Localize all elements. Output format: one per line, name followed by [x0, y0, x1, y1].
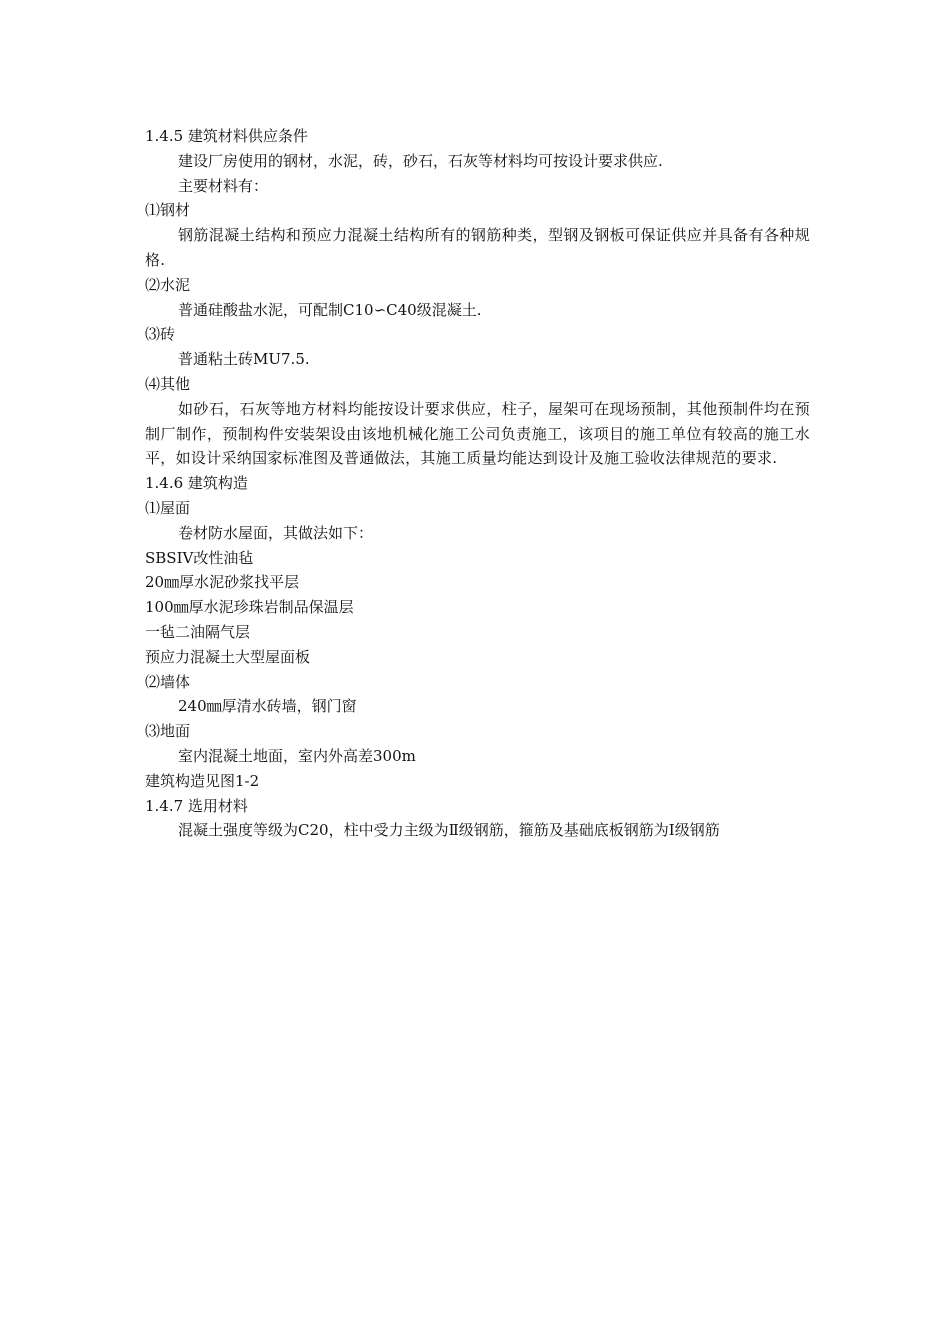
section-heading-1-4-7: 1.4.7 选用材料: [145, 796, 248, 815]
document-body: [145, 124, 810, 843]
roof-layer: 一毡二油隔气层: [145, 622, 251, 641]
roof-layer: 100㎜厚水泥珍珠岩制品保温层: [145, 598, 354, 617]
item-heading-steel: ⑴钢材: [145, 201, 191, 220]
paragraph-floor: 室内混凝土地面，室内外高差300m: [178, 746, 416, 765]
paragraph-wall: 240㎜厚清水砖墙，钢门窗: [178, 697, 357, 716]
paragraph-steel: 钢筋混凝土结构和预应力混凝土结构所有的钢筋种类，型钢及钢板可保证供应并具备有各种规格.: [145, 226, 810, 269]
item-heading-roof: ⑴屋面: [145, 498, 191, 517]
section-heading-1-4-6: 1.4.6 建筑构造: [145, 474, 248, 493]
paragraph-main-materials: 主要材料有：: [178, 176, 269, 195]
item-heading-floor: ⑶地面: [145, 722, 191, 741]
item-heading-cement: ⑵水泥: [145, 275, 191, 294]
roof-layer: SBSIV改性油毡: [145, 548, 254, 567]
paragraph-cement: 普通硅酸盐水泥，可配制C10∽C40级混凝土.: [178, 300, 482, 319]
paragraph-brick: 普通粘土砖MU7.5.: [178, 350, 310, 369]
roof-layer: 预应力混凝土大型屋面板: [145, 647, 311, 666]
paragraph-other: 如砂石，石灰等地方材料均能按设计要求供应，柱子，屋架可在现场预制，其他预制件均在预制厂制作，预制构件安装架设由该地机械化施工公司负责施工，该项目的施工单位有较高的施工水平，如设计采纳国家标准图及普通做法，其施工质量均能达到设计及施工验收法律规范的要求.: [145, 399, 810, 468]
item-heading-wall: ⑵墙体: [145, 672, 191, 691]
roof-layer: 20㎜厚水泥砂浆找平层: [145, 573, 300, 592]
paragraph-materials-selection: 混凝土强度等级为C20，柱中受力主级为Ⅱ级钢筋，箍筋及基础底板钢筋为Ⅰ级钢筋: [178, 821, 720, 840]
item-heading-brick: ⑶砖: [145, 325, 176, 344]
figure-reference: 建筑构造见图1-2: [145, 771, 260, 790]
section-heading-1-4-5: 1.4.5 建筑材料供应条件: [145, 127, 308, 145]
paragraph-supply-intro: 建设厂房使用的钢材，水泥，砖，砂石，石灰等材料均可按设计要求供应.: [178, 151, 663, 170]
item-heading-other: ⑷其他: [145, 374, 191, 393]
paragraph-roof: 卷材防水屋面，其做法如下：: [178, 523, 374, 542]
